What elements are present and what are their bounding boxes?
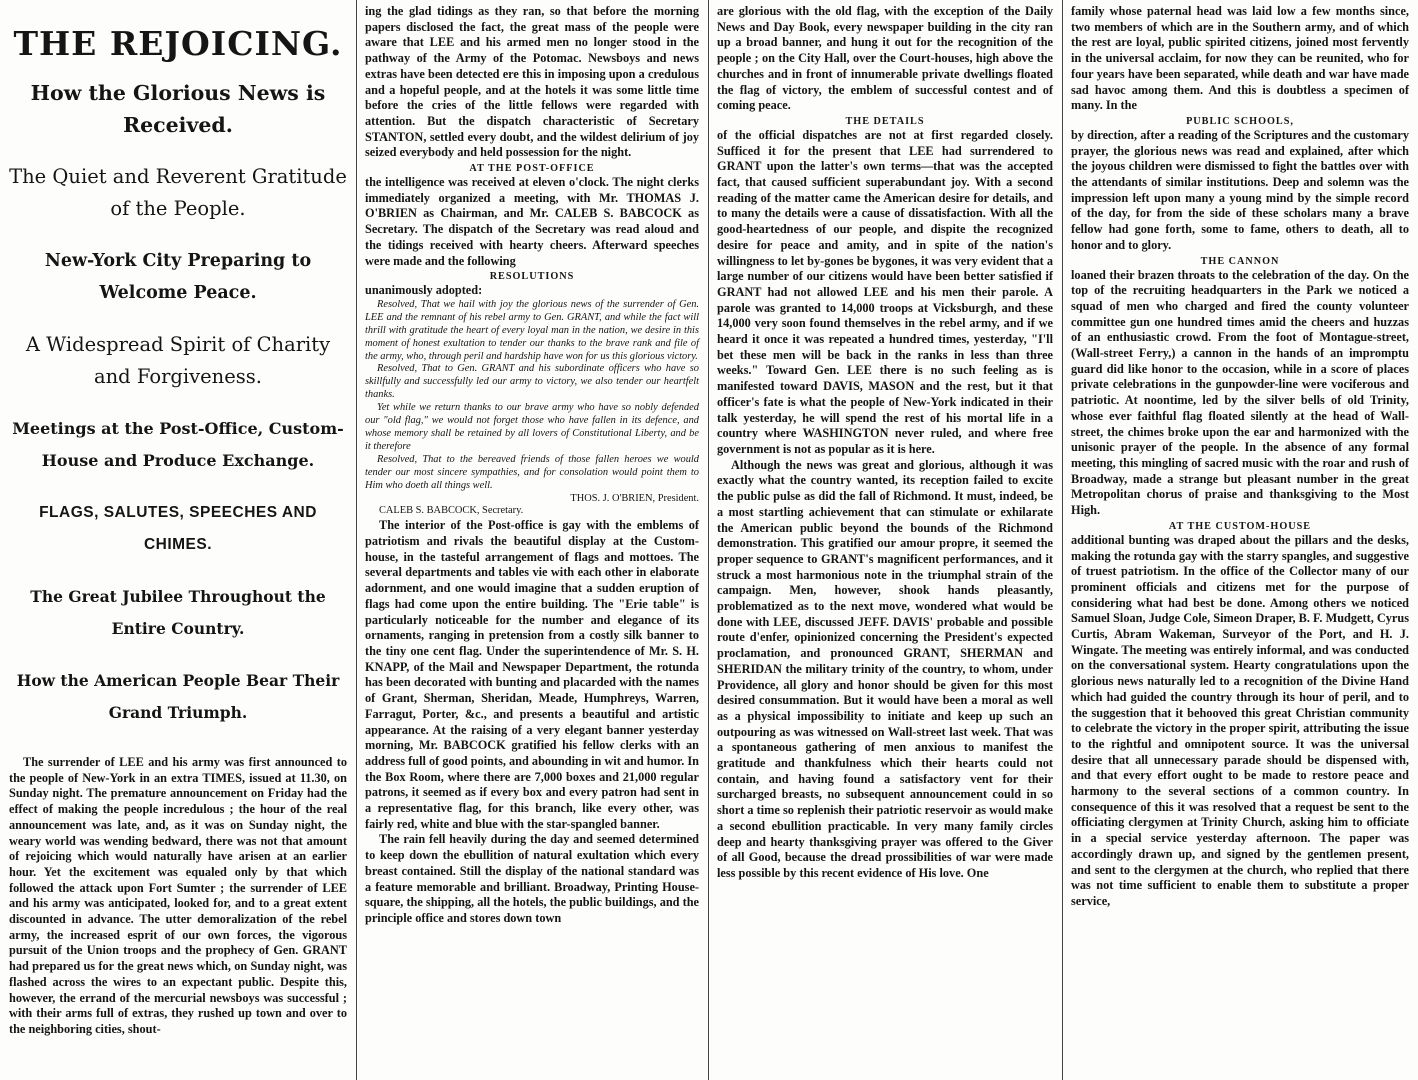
resolution: Resolved, That to the bereaved friends of those fallen heroes we would tender our most sincere sympathies, and for consolation would point them to Him who doeth all things well.	[365, 453, 699, 491]
resolution: Resolved, That to Gen. GRANT and his subordinate officers who have so skillfully and successfully led our army to victory, we also tender our heartfelt thanks.	[365, 363, 699, 401]
subheadline-2: The Quiet and Reverent Gratitude of the People.	[9, 165, 347, 220]
section-heading: THE CANNON	[1200, 255, 1280, 267]
main-headline: THE REJOICING.	[13, 24, 343, 63]
section-heading: AT THE CUSTOM-HOUSE	[1168, 520, 1312, 532]
section-heading: AT THE POST-OFFICE	[469, 163, 595, 175]
article-paragraph: loaned their brazen throats to the celebration of the day. On the top of the recruiting headquarters in the Park we noticed a squad of men who charged and fired the county volunteer committee gun one hundred times amid the cheers and huzzas of an enthusiastic crowd. From the foot of Montague-street, (Wall-street Ferry,) a cannon in the hands of an impromptu guard did like honor to the occasion, while in a score of places private celebrations in the gunpowder-line were vociferous and patriotic. At noontime, led by the silver bells of old Trinity, whose ever faithful flag floated silently at the head of Wall-street, the chimes broke upon the ear and harmonized with the unisonic prayer of the people. In the absence of any formal meeting, this mingling of sacred music with the roar and rush of Broadway, made a strange but pleasant number in the great Metropolitan chorus of praise and thanksgiving to the Most High.	[1071, 267, 1409, 518]
resolution: Resolved, That we hail with joy the glorious news of the surrender of Gen. LEE and the remnant of his rebel army to Gen. GRANT, and while the fact will thrill with gratitude the heart of every loyal man in the nation, we desire in this moment of honest exultation to tender our thanks to the brave rank and file of the army, who, through peril and hardship have won for us this glorious victory.	[365, 298, 699, 362]
resolution: Yet while we return thanks to our brave army who have so nobly defended our "old flag," we would not forget those who have fallen in its defence, and whose memory shall be retained by all lovers of Constitutional Liberty, and be it therefore	[365, 402, 699, 452]
signature-secretary: CALEB S. BABCOCK, Secretary.	[379, 505, 524, 517]
article-paragraph: ing the glad tidings as they ran, so that before the morning papers disclosed the fact, the great mass of the people were aware that LEE and his armed men no longer stood in the pathway of the Army of the Potomac. Newsboys and news extras have been detected ere this in imposing upon a credulous and a hopeful people, and at the hotels it was some little time before the cries of the little fellows were regarded with attention. But the dispatch characteristic of Secretary STANTON, settled every doubt, and the wildest delirium of joy seized everybody and held possession for the night.	[365, 4, 699, 160]
article-paragraph: of the official dispatches are not at first regarded closely. Sufficed it for the present that LEE had surrendered to GRANT upon the latter's own terms—that was the accepted fact, that caused sufficient superabundant joy. With a second reading of the matter came the American desire for details, and to many the details were a cause of dissatisfaction. With all the good-heartedness of our people, and dispite the recognized desire for peace and amity, and in spite of the nation's willingness to let by-gones be bygones, it was very evident that a large number of our citizens would have been better satisfied if GRANT had not allowed LEE and his men their parole. A parole was granted to 14,000 troops at Vicksburgh, and these 14,000 very soon found themselves in the rebel army, and if we heard it once it was repeated a hundred times, yesterday, "I'll bet these men will be back in the ranks in less than three weeks." Toward Gen. LEE there is no such feeling as is manifested toward DAVIS, MASON and the rest, but it that officer's fate is what the people of New-York indicated in their talk yesterday, he will spend the rest of his mortal life in a country where WASHINGTON never ruled, and where free government is not as popular as it is here.	[717, 127, 1053, 456]
column-3	[708, 0, 1062, 1080]
subheadline-1: How the Glorious News is Received.	[30, 81, 326, 137]
column-1	[0, 0, 356, 1080]
article-paragraph: family whose paternal head was laid low a few months since, two members of which are in the Southern army, and of which the rest are loyal, public spirited citizens, joined most fervently in the universal acclaim, for now they can be reunited, who for four years have been separated, while death and war have made sad havoc among them. And this is doubtless a specimen of many. In the	[1071, 4, 1409, 113]
article-paragraph: are glorious with the old flag, with the exception of the Daily News and Day Book, every newspaper building in the city ran up a broad banner, and hung it out for the recognition of the people ; on the City Hall, over the Court-houses, high above the churches and in front of innumerable private dwellings floated the flag of victory, the emblem of successful contest and of coming peace.	[717, 4, 1053, 113]
subheadline-4: A Widespread Spirit of Charity and Forgiveness.	[25, 333, 331, 388]
subheadline-3: New-York City Preparing to Welcome Peace.	[44, 251, 312, 303]
article-paragraph: unanimously adopted:	[365, 283, 483, 298]
subheadline-7: The Great Jubilee Throughout the Entire Country.	[30, 587, 326, 638]
article-paragraph: additional bunting was draped about the pillars and the desks, making the rotunda gay with the starry spangles, and suggestive of truest patriotism. In the office of the Collector many of our prominent officials and citizens met for the purpose of considering what had best be done. Among others we noticed Samuel Sloan, Judge Cole, Simeon Draper, B. F. Mudgett, Cyrus Curtis, Abram Wakeman, Surveyor of the Port, and H. J. Wingate. The meeting was entirely informal, and was conducted on the conversational system. Hearty congratulations upon the glorious news naturally led to a recognition of the Divine Hand which had guided the country through its hour of peril, and to the suggestion that it behooved this great Christian community to celebrate the victory in the proper spirit, attributing the issue to the rightful and omnipotent source. It was the universal desire that all unnecessary parade should be dispensed with, and that every effort ought to be made to restore peace and harmony to the several sections of a common country. In consequence of this it was resolved that a request be sent to the officiating clergymen at Trinity Church, asking him to officiate in a special service yesterday afternoon. The paper was accordingly drawn up, and signed by the gentlemen present, and sent to the clergymen at the church, who replied that there was not time sufficient to enable them to substitute a proper service,	[1071, 532, 1409, 908]
section-heading: THE DETAILS	[845, 115, 925, 127]
article-paragraph: by direction, after a reading of the Scriptures and the customary prayer, the glorious news was read and explained, after which the joyous children were dismissed to fight the battles over with the attendants of similar institutions. Deep and solemn was the impression left upon many a young mind by the simple record of the day, for from the side of these scholars many a brave fellow had gone forth, some to fame, others to death, all to honor and to glory.	[1071, 127, 1409, 252]
article-paragraph: Although the news was great and glorious, although it was exactly what the country wanted, its reception failed to excite the public pulse as did the fall of Richmond. It must, indeed, be a most startling achievement that can stimulate or exhilarate the American public beyond the bounds of the Richmond demonstration. This gratified our amour propre, it seemed the proper sequence to GRANT's magnificent performances, and it struck a most harmonious note in the triumphal strain of the campaign. Men, however, shook hands pleasantly, problematized as to the next move, wondered what would be done with LEE, discussed JEFF. DAVIS' probable and possible route d'enfer, opinionized concerning the President's expected proclamation, and pronounced GRANT, SHERMAN and SHERIDAN the military trinity of the country, to whom, under Providence, all glory and honor should be given for this most desired consummation. But it would have been a moral as well as a physical impossibility to initiate and keep up such an outpouring as was witnessed on Wall-street last week. That was a spontaneous gathering of men anxious to manifest the gratitude and thankfulness which their hearts could not contain, and having found a satisfactory vent for their surcharged breasts, no subsequent announcement could in so short a time so replenish their patriotic reservoir as would make a second ebullition practicable. In very many family circles deep and hearty thanksgiving prayer was offered to the Giver of all Good, because the dread prossibilities of war were made less possible by this recent evidence of His love. One	[717, 457, 1053, 880]
article-paragraph: the intelligence was received at eleven o'clock. The night clerks immediately organized a meeting, with Mr. THOMAS J. O'BRIEN as Chairman, and Mr. CALEB S. BABCOCK as Secretary. The dispatch of the Secretary was read aloud and the tidings received with hearty cheers. Afterward speeches were made and the following	[365, 175, 699, 268]
article-paragraph: The rain fell heavily during the day and seemed determined to keep down the ebullition of natural exultation which every breast contained. Still the display of the national standard was a feature memorable and brilliant. Broadway, Printing House-square, the shipping, all the hotels, the public buildings, and the principle office and stores down town	[365, 832, 699, 925]
signature-president: THOS. J. O'BRIEN, President.	[570, 492, 699, 504]
subheadline-6: FLAGS, SALUTES, SPEECHES AND CHIMES.	[39, 504, 317, 553]
subheadline-8: How the American People Bear Their Grand Triumph.	[16, 671, 340, 722]
article-paragraph: The surrender of LEE and his army was first announced to the people of New-York in an extra TIMES, issued at 11.30, on Sunday night. The premature announcement on Friday had the effect of making the people incredulous ; the hour of the real announcement was late, and, as it was on Sunday night, the weary world was wending bedward, there was not that amount of rejoicing which would naturally have arisen at an earlier hour. Yet the excitement was equaled only by that which followed the attack upon Fort Sumter ; the surrender of LEE and his army was anticipated, looked for, and to a great extent discounted in advance. The utter demoralization of the rebel army, the increased esprit of our own forces, the vigorous pursuit of the Union troops and the prophecy of Gen. GRANT had prepared us for the great news which, on Sunday night, was flashed across the wires to an expectant public. Despite this, however, the errand of the mercurial newsboys was successful ; with their arms full of extras, they rushed up town and over to the neighboring cities, shout-	[9, 755, 347, 1036]
column-2	[356, 0, 708, 1080]
article-paragraph: The interior of the Post-office is gay with the emblems of patriotism and rivals the beautiful display at the Custom-house, in the tasteful arrangement of flags and mottoes. The several departments and tables vie with each other in elaborate adornment, and one would imagine that a sudden eruption of flags had come upon the entire building. The "Erie table" is particularly noticeable for the number and elegance of its ornaments, ranging in pretension from a costly silk banner to the tiny one cent flag. Under the superintendence of Mr. S. H. KNAPP, of the Mail and Newspaper Department, the rotunda has been decorated with bunting and placarded with the names of Grant, Sherman, Sheridan, Meade, Humphreys, Warren, Farragut, Porter, &c., and presents a beautiful and artistic appearance. At the raising of a very elegant banner yesterday morning, Mr. BABCOCK gratified his fellow clerks with an address full of good points, and abounding in wit and humor. In the Box Room, where there are 7,000 boxes and 21,000 regular patrons, it seemed as if every box and every patron had sent in a representative flag, for this branch, like every other, was fairly red, white and blue with the star-spangled banner.	[365, 518, 699, 831]
column-4	[1062, 0, 1418, 1080]
subheadline-5: Meetings at the Post-Office, Custom-House and Produce Exchange.	[12, 419, 344, 470]
section-heading: PUBLIC SCHOOLS,	[1186, 115, 1294, 127]
section-heading: RESOLUTIONS	[489, 271, 575, 283]
